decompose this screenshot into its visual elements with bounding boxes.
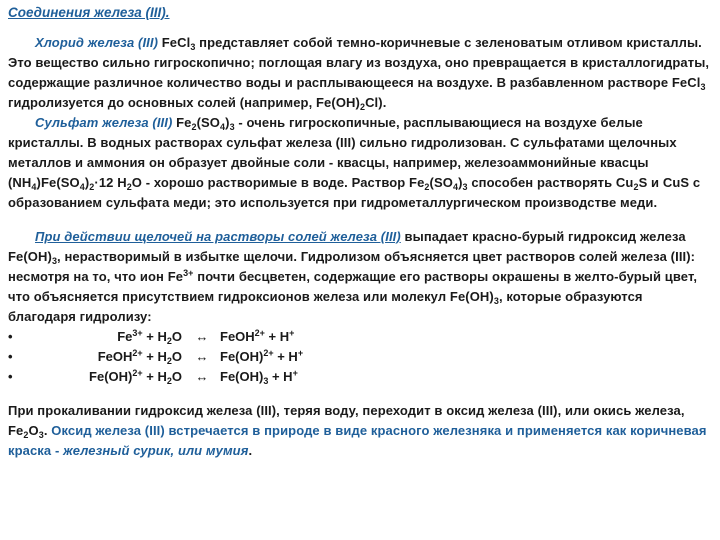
formula-subscript: 2 — [633, 182, 639, 192]
equation-row — [8, 367, 710, 387]
formula-subscript: 2 — [126, 182, 132, 192]
formula-subscript: 3 — [462, 182, 468, 192]
formula-subscript: 4 — [31, 182, 37, 192]
formula-subscript: 3 — [190, 42, 196, 52]
term-ferric-sulfate: Сульфат железа (III) — [35, 115, 173, 130]
formula-subscript: 2 — [424, 182, 430, 192]
paragraph-calcination — [8, 401, 710, 461]
paragraph-ferric-chloride — [8, 33, 710, 113]
formula-subscript: 3 — [493, 296, 499, 306]
formula-part: Cl — [365, 95, 379, 110]
formula-subscript: 2 — [89, 182, 95, 192]
formula-part: (SO — [196, 115, 221, 130]
equation-left: FeOH$^{2+}$ + $H_2O$ — [97, 348, 182, 366]
bullet: • — [8, 329, 13, 344]
formula-part: Fe — [176, 115, 192, 130]
formula-part: O — [28, 423, 39, 438]
equation-left: $Fe(OH)^{2+} + H_2O$ — [89, 368, 182, 386]
formula-part: ) — [84, 175, 90, 190]
formula-part: Cu — [615, 175, 634, 190]
text: гидролизуется до основных солей (например, — [8, 95, 317, 110]
formula-subscript: 3 — [700, 82, 706, 92]
formula-part: Fe(OH) — [449, 289, 494, 304]
equilibrium-arrow-icon: ↔ — [195, 329, 209, 344]
formula-subscript: 3 — [51, 256, 58, 266]
formula-part: ) — [225, 115, 230, 130]
formula-subscript: 2 — [191, 122, 197, 132]
formula-part: S — [638, 175, 648, 190]
equation-right: $Fe(OH)_3 + H^+$ — [220, 368, 298, 386]
text: представляет собой темно-коричневые с зеленоватым отливом кристаллы. Это вещество сильно гигроскопично; поглощая влагу из воздуха, оно превращается в кристаллогидраты, содержащие различное количество воды и расплывающееся на воздухе. В разбавленном растворе — [8, 35, 710, 90]
text: выпадает красно-бурый гидроксид железа — [400, 229, 686, 244]
equation-right: Fe(OH)$^{2+}$ + H+ — [220, 348, 304, 364]
formula-part: ) — [458, 175, 463, 190]
text: ). — [378, 95, 387, 110]
formula-subscript: 4 — [452, 182, 459, 192]
text: , которые образуются благодаря гидролизу: — [8, 289, 643, 324]
formula-subscript: 2 — [23, 430, 29, 440]
formula-superscript: 3+ — [183, 268, 194, 278]
text: . — [248, 443, 253, 458]
equation-left: $Fe^{3+} + H_2O$ — [117, 328, 182, 346]
equilibrium-arrow-icon: ↔ — [195, 349, 209, 364]
formula-cus: CuS — [662, 175, 690, 190]
term-alkali-action: При действии щелочей на растворы солей железа (III) — [35, 229, 401, 244]
text: с образованием сульфата меди; это используется при гидрометаллургическом производстве меди. — [8, 175, 701, 210]
formula-part: )Fe(SO — [36, 175, 80, 190]
formula-part: Fe(OH) — [8, 249, 52, 264]
page-title: Соединения железа (III). — [8, 5, 170, 20]
text-highlight: Оксид железа (III) встречается в природе в виде красного железняка и применяется как коричневая краска - — [8, 423, 707, 458]
formula-part: ·12 H — [94, 175, 127, 190]
text: почти бесцветен, содержащие его растворы окрашены в желто-бурый цвет, что объясняется присутствием гидроксионов железа или молекул — [8, 269, 698, 304]
formula-subscript: 2 — [359, 102, 366, 112]
equilibrium-arrow-icon: ↔ — [195, 369, 209, 384]
bullet: • — [8, 349, 13, 364]
text: и — [647, 175, 663, 190]
formula-part: O — [131, 175, 143, 190]
text: , нерастворимый в избытке щелочи. Гидролизом объясняется цвет растворов солей железа (III): несмотря на то, что ион — [8, 249, 696, 284]
formula-part: (NH — [8, 175, 32, 190]
spacer — [8, 387, 710, 401]
text: При прокаливании гидроксид железа (III), теряя воду, переходит в оксид железа (III), или окись железа, — [8, 403, 685, 418]
formula-subscript: 3 — [229, 122, 235, 132]
formula-subscript: 4 — [220, 122, 226, 132]
formula-fecl3: FeCl — [161, 35, 191, 50]
formula-part: Fe(OH) — [316, 95, 360, 110]
term-iron-minium: железный сурик, или мумия — [63, 443, 249, 458]
formula-subscript: 3 — [38, 430, 44, 440]
equation-right: FeOH$^{2+}$ + H+ — [220, 328, 295, 344]
formula-fecl3: FeCl — [671, 75, 701, 90]
paragraph-ferric-sulfate — [8, 113, 710, 213]
bullet: • — [8, 369, 13, 384]
text: - очень гигроскопичные, расплывающиеся на воздухе белые кристаллы. В водных растворах сульфат железа (III) сильно гидролизован. С сульфатами щелочных металлов и аммония он образует двойные соли - квасцы, например, железоаммонийные квасцы — [8, 115, 677, 170]
equation-list — [8, 327, 710, 387]
text: . — [43, 423, 52, 438]
equation-row — [8, 347, 710, 367]
formula-part: (SO — [429, 175, 453, 190]
formula-part: Fe — [409, 175, 425, 190]
text: - хорошо растворимые в воде. Раствор — [142, 175, 410, 190]
formula-part: Fe — [167, 269, 184, 284]
paragraph-alkali-action — [8, 227, 710, 327]
term-ferric-chloride: Хлорид железа (III) — [35, 35, 159, 50]
equation-row — [8, 327, 710, 347]
text: способен растворять — [467, 175, 616, 190]
formula-subscript: 4 — [79, 182, 85, 192]
spacer — [8, 213, 710, 227]
formula-part: Fe — [8, 423, 24, 438]
